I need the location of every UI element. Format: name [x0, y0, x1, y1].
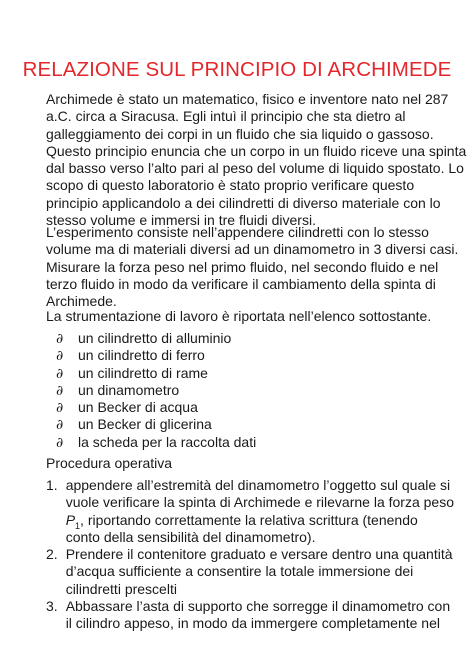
- intro-line: galleggiamento dei corpi in un fluido che sia liquido o gassoso.: [46, 125, 434, 142]
- force-symbol: P: [65, 511, 76, 528]
- procedure-step: [46, 477, 454, 546]
- intro-paragraph: [46, 91, 467, 229]
- list-item: [56, 330, 436, 347]
- step-number: 2.: [46, 546, 58, 563]
- list-item-label: un cilindretto di rame: [78, 364, 208, 381]
- bullet-icon: ∂: [56, 348, 64, 365]
- step-line: d’acqua sufficiente a consentire la totale immersione dei: [65, 563, 414, 580]
- step-line-rest: , riportando correttamente la relativa scrittura (tenendo: [80, 511, 418, 528]
- step-line: il cilindro appeso, in modo da immergere completamente nel: [65, 615, 440, 632]
- step-line: cilindretti prescelti: [65, 580, 177, 597]
- intro-line: dal basso verso l’alto pari al peso del volume di liquido spostato. Lo: [46, 160, 464, 177]
- intro-line: a.C. circa a Siracusa. Egli intuì il principio che sta dietro al: [46, 108, 406, 125]
- intro-line: Archimede è stato un matematico, fisico e inventore nato nel 287: [46, 91, 449, 107]
- experiment-line: Misurare la forza peso nel primo fluido, nel secondo fluido e nel: [46, 258, 439, 275]
- intro-line: stesso volume e immersi in tre fluidi diversi.: [46, 212, 316, 229]
- intro-line: Questo principio enuncia che un corpo in un fluido riceve una spinta: [46, 142, 467, 159]
- list-item-label: un cilindretto di ferro: [78, 347, 205, 364]
- instrument-intro: [46, 308, 441, 325]
- list-item: [56, 399, 436, 416]
- bullet-icon: ∂: [56, 382, 64, 399]
- step-line: [66, 512, 454, 529]
- step-text: [66, 477, 454, 546]
- experiment-line: L’esperimento consiste nell’appendere cilindretti con lo stesso: [46, 224, 429, 240]
- instrument-intro-text: La strumentazione di lavoro è riportata nell’elenco sottostante.: [46, 308, 432, 324]
- procedure-step: [46, 598, 451, 633]
- step-number: 1.: [46, 477, 58, 493]
- experiment-line: Archimede.: [46, 293, 117, 310]
- bullet-icon: ∂: [56, 365, 64, 382]
- list-item-label: un dinamometro: [78, 381, 180, 398]
- list-item: [56, 434, 436, 451]
- step-number: 3.: [46, 598, 58, 615]
- step-line: Abbassare l’asta di supporto che sorregge il dinamometro con: [65, 598, 451, 615]
- step-text: [66, 546, 453, 598]
- bullet-icon: ∂: [56, 331, 64, 347]
- bullet-icon: ∂: [56, 400, 64, 417]
- force-subscript: 1: [75, 520, 81, 531]
- intro-line: scopo di questo laboratorio è stato proprio verificare questo: [46, 177, 415, 194]
- step-line: conto della sensibilità del dinamometro).: [65, 528, 316, 545]
- list-item: [56, 365, 436, 382]
- list-item-label: un cilindretto di alluminio: [78, 330, 232, 346]
- step-line: Prendere il contenitore graduato e versare dentro una quantità: [65, 546, 453, 563]
- experiment-paragraph: [46, 224, 459, 310]
- bullet-icon: ∂: [56, 434, 64, 451]
- step-line: vuole verificare la spinta di Archimede e rilevarne la forza peso: [65, 494, 454, 511]
- experiment-line: terzo fluido in modo da verificare il cambiamento della spinta di: [46, 275, 436, 292]
- bullet-icon: ∂: [56, 417, 64, 434]
- instrument-list: [56, 330, 436, 451]
- page-title: RELAZIONE SUL PRINCIPIO DI ARCHIMEDE: [22, 58, 452, 81]
- experiment-line: volume ma di materiali diversi ad un dinamometro in 3 diversi casi.: [46, 241, 459, 258]
- list-item: [56, 382, 436, 399]
- procedure-heading-text: Procedura operativa: [46, 455, 173, 471]
- list-item-label: la scheda per la raccolta dati: [78, 433, 257, 450]
- intro-line: principio applicandolo a dei cilindretti di diverso materiale con lo: [46, 194, 441, 211]
- procedure-heading: [46, 455, 441, 472]
- list-item: [56, 347, 436, 364]
- step-line: appendere all’estremità del dinamometro l’oggetto sul quale si: [65, 477, 451, 493]
- step-text: [66, 598, 450, 633]
- list-item: [56, 416, 436, 433]
- list-item-label: un Becker di glicerina: [78, 416, 212, 433]
- list-item-label: un Becker di acqua: [78, 399, 198, 416]
- procedure-step: [46, 546, 453, 598]
- procedure-steps: [46, 477, 454, 633]
